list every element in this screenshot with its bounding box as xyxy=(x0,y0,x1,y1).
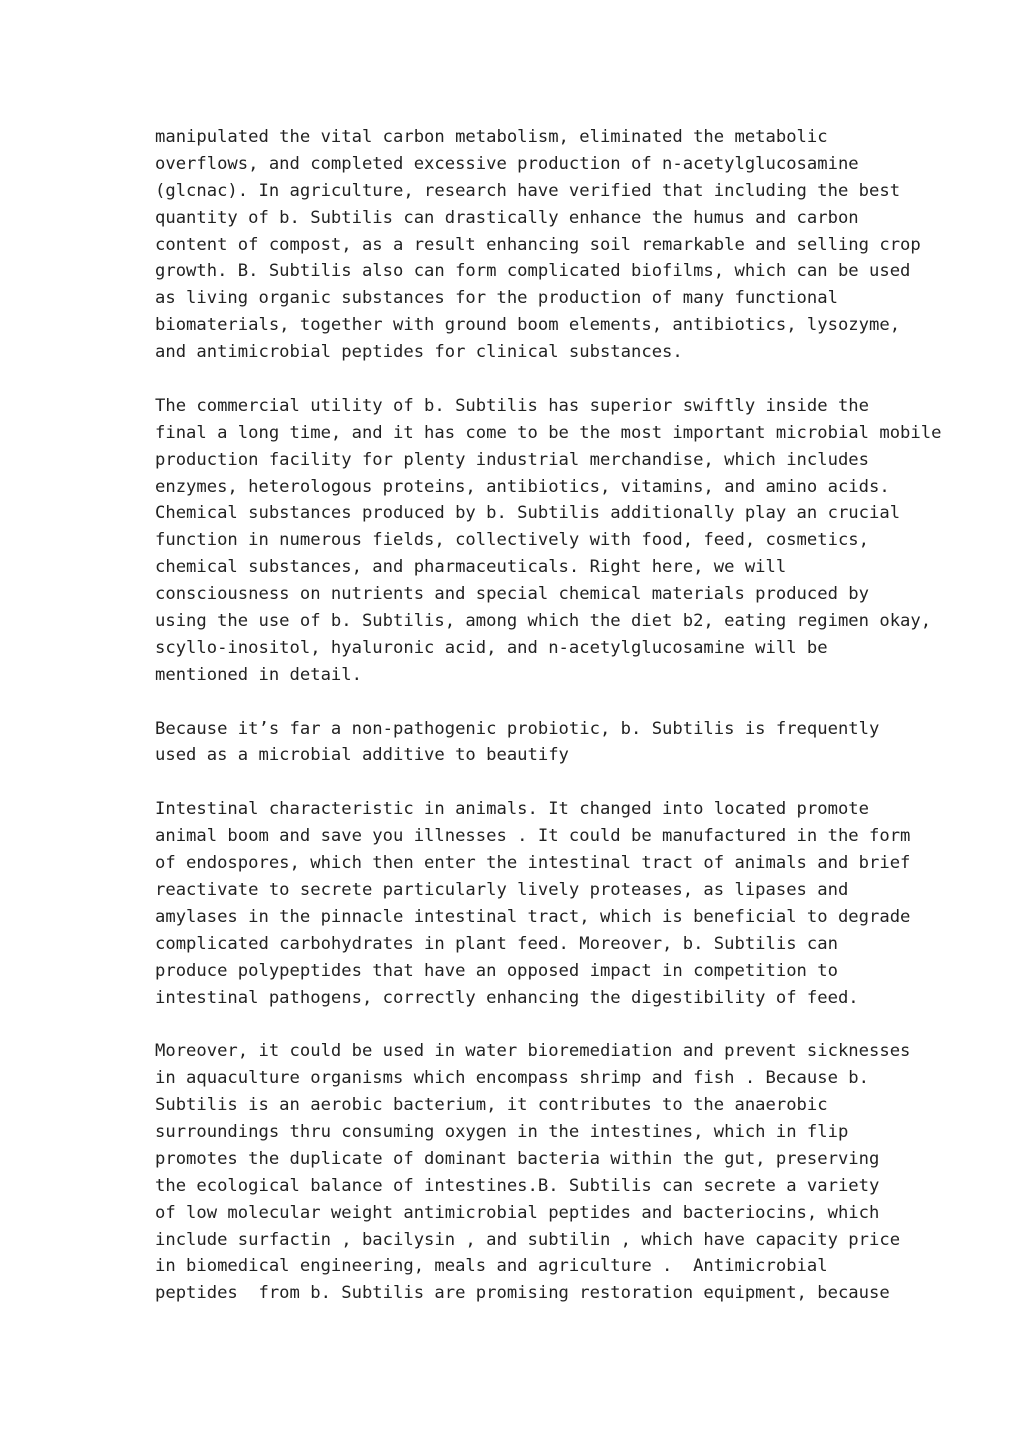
text-line: quantity of b. Subtilis can drastically enhance the humus and carbon xyxy=(155,207,859,228)
text-line: promotes the duplicate of dominant bacteria within the gut, preserving xyxy=(155,1148,880,1169)
text-line: include surfactin , bacilysin , and subtilin , which have capacity price xyxy=(155,1229,901,1250)
paragraph-4 xyxy=(155,796,911,1011)
text-line: surroundings thru consuming oxygen in the intestines, which in flip xyxy=(155,1121,849,1142)
text-line: scyllo-inositol, hyaluronic acid, and n-acetylglucosamine will be xyxy=(155,637,828,658)
text-line: manipulated the vital carbon metabolism, eliminated the metabolic xyxy=(155,127,828,147)
text-line: using the use of b. Subtilis, among which the diet b2, eating regimen okay, xyxy=(155,611,932,632)
text-line: of low molecular weight antimicrobial peptides and bacteriocins, which xyxy=(155,1202,880,1223)
text-line: produce polypeptides that have an opposed impact in competition to xyxy=(155,960,838,981)
text-line: mentioned in detail. xyxy=(155,664,362,685)
text-line: production facility for plenty industrial merchandise, which includes xyxy=(155,449,869,470)
text-line: final a long time, and it has come to be the most important microbial mobile xyxy=(155,422,942,443)
paragraph-3 xyxy=(155,716,880,770)
text-line: amylases in the pinnacle intestinal tract, which is beneficial to degrade xyxy=(155,906,911,927)
text-line: in aquaculture organisms which encompass shrimp and fish . Because b. xyxy=(155,1068,869,1089)
text-line: The commercial utility of b. Subtilis has superior swiftly inside the xyxy=(155,395,869,416)
text-line: as living organic substances for the production of many functional xyxy=(155,288,838,309)
text-line: enzymes, heterologous proteins, antibiotics, vitamins, and amino acids. xyxy=(155,476,890,497)
text-line: growth. B. Subtilis also can form complicated biofilms, which can be used xyxy=(155,261,911,282)
text-line: animal boom and save you illnesses . It could be manufactured in the form xyxy=(155,826,911,847)
text-line: function in numerous fields, collectively with food, feed, cosmetics, xyxy=(155,530,869,551)
text-line: Intestinal characteristic in animals. It changed into located promote xyxy=(155,799,869,820)
text-line: the ecological balance of intestines.B. Subtilis can secrete a variety xyxy=(155,1175,880,1196)
text-line: biomaterials, together with ground boom elements, antibiotics, lysozyme, xyxy=(155,315,901,336)
text-line: Moreover, it could be used in water bioremediation and prevent sicknesses xyxy=(155,1041,911,1062)
text-line: used as a microbial additive to beautify xyxy=(155,745,569,766)
paragraph-2 xyxy=(155,393,942,689)
text-line: consciousness on nutrients and special chemical materials produced by xyxy=(155,584,869,605)
text-line: content of compost, as a result enhancing soil remarkable and selling crop xyxy=(155,234,921,255)
text-line: reactivate to secrete particularly lively proteases, as lipases and xyxy=(155,879,849,900)
text-line: intestinal pathogens, correctly enhancing the digestibility of feed. xyxy=(155,987,859,1008)
paragraph-1 xyxy=(155,124,921,366)
text-line: overflows, and completed excessive production of n-acetylglucosamine xyxy=(155,153,859,174)
text-line: (glcnac). In agriculture, research have verified that including the best xyxy=(155,180,901,201)
text-line: peptides from b. Subtilis are promising restoration equipment, because xyxy=(155,1283,890,1304)
text-line: and antimicrobial peptides for clinical substances. xyxy=(155,342,683,363)
text-line: chemical substances, and pharmaceuticals. Right here, we will xyxy=(155,557,787,578)
document-page xyxy=(155,124,942,1334)
text-line: of endospores, which then enter the intestinal tract of animals and brief xyxy=(155,853,911,874)
text-line: complicated carbohydrates in plant feed. Moreover, b. Subtilis can xyxy=(155,933,838,954)
text-line: Subtilis is an aerobic bacterium, it contributes to the anaerobic xyxy=(155,1095,828,1116)
text-line: Chemical substances produced by b. Subtilis additionally play an crucial xyxy=(155,503,901,524)
text-line: in biomedical engineering, meals and agriculture . Antimicrobial xyxy=(155,1256,828,1277)
paragraph-5 xyxy=(155,1038,911,1307)
text-line: Because it’s far a non-pathogenic probiotic, b. Subtilis is frequently xyxy=(155,718,880,739)
